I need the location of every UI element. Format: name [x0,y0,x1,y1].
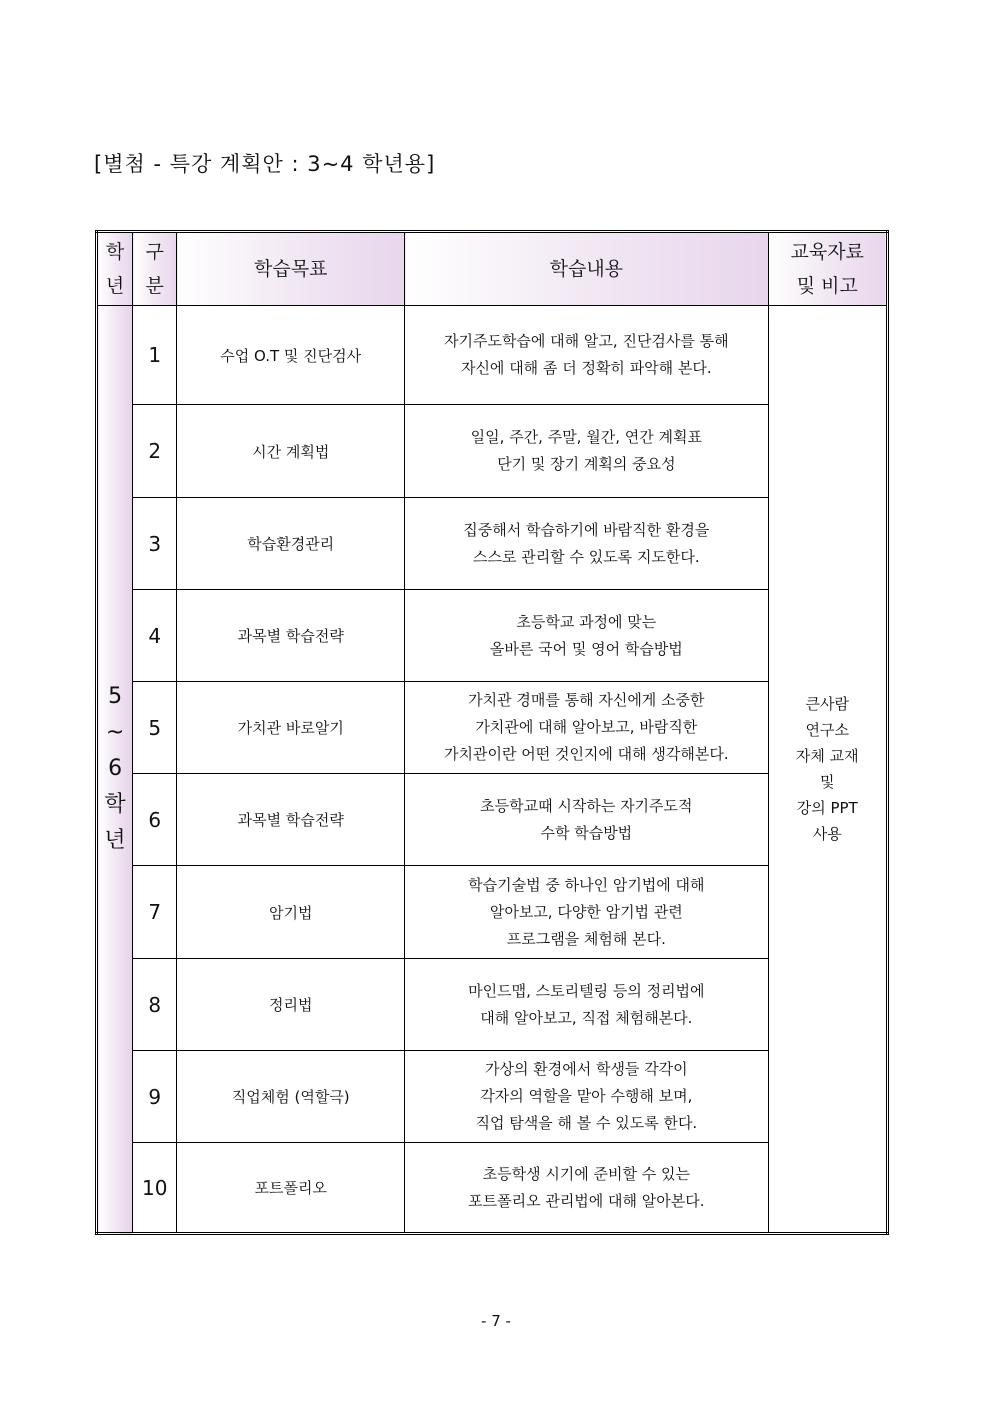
header-content: 학습내용 [405,232,768,306]
learning-goal: 과목별 학습전략 [177,590,405,682]
learning-content-line: 가치관이란 어떤 것인지에 대해 생각해본다. [443,745,729,763]
session-number: 2 [133,405,177,498]
header-grade-line: 년 [105,275,125,297]
header-division-line: 분 [145,275,164,297]
learning-content-line: 초등학생 시기에 준비할 수 있는 [482,1164,691,1183]
materials-note-line: 큰사람 [805,695,849,713]
header-goal: 학습목표 [177,232,405,306]
session-number: 5 [133,682,177,774]
header-grade [97,232,133,306]
session-number: 9 [133,1051,177,1143]
learning-content [405,1143,768,1234]
grade-label-char: 학 [104,792,126,817]
learning-content-line: 학습기술법 중 하나인 암기법에 대해 [468,875,705,894]
grade-cell [97,306,133,1234]
learning-goal: 정리법 [177,959,405,1051]
learning-content-line: 초등학교 과정에 맞는 [516,612,657,631]
learning-content [405,306,768,405]
learning-content-line: 알아보고, 다양한 암기법 관련 [489,902,683,921]
learning-content-line: 초등학교때 시작하는 자기주도적 [480,796,693,815]
learning-content-line: 일일, 주간, 주말, 월간, 연간 계획표 [470,428,702,446]
grade-label-char: 5 [108,684,123,709]
learning-content-line: 단기 및 장기 계획의 중요성 [497,455,676,473]
learning-content [405,959,768,1051]
learning-goal: 학습환경관리 [177,498,405,590]
header-grade-line: 학 [105,241,125,263]
session-number: 3 [133,498,177,590]
learning-content [405,405,768,498]
learning-content-line: 대해 알아보고, 직접 체험해본다. [480,1008,693,1027]
learning-content-line: 올바른 국어 및 영어 학습방법 [489,639,683,658]
learning-content-line: 수학 학습방법 [540,823,633,842]
grade-label-char: 6 [108,756,123,781]
learning-content-line: 자신에 대해 좀 더 정확히 파악해 본다. [460,359,712,377]
session-number: 8 [133,959,177,1051]
learning-goal: 과목별 학습전략 [177,774,405,866]
grade-label-char: ~ [105,720,125,745]
table-row [97,306,888,405]
materials-note-line: 강의 PPT [796,799,858,817]
learning-goal: 직업체험 (역할극) [177,1051,405,1143]
learning-content-line: 각자의 역할을 맡아 수행해 보며, [480,1087,693,1105]
session-number: 7 [133,866,177,959]
learning-content-line: 가치관 경매를 통해 자신에게 소중한 [468,691,705,709]
materials-note-line: 자체 교재 [795,747,859,765]
learning-content [405,498,768,590]
header-division [133,232,177,306]
learning-content [405,774,768,866]
learning-content-line: 포트폴리오 관리법에 대해 알아본다. [468,1191,705,1210]
learning-content-line: 직업 탐색을 해 볼 수 있도록 한다. [475,1114,698,1132]
learning-content-line: 집중해서 학습하기에 바람직한 환경을 [463,520,710,539]
learning-content [405,1051,768,1143]
grade-label-char: 년 [104,828,126,853]
learning-goal: 수업 O.T 및 진단검사 [177,306,405,405]
materials-note-line: 및 [820,773,835,791]
materials-note-line: 연구소 [805,721,849,739]
learning-content [405,590,768,682]
learning-content-line: 스스로 관리할 수 있도록 지도한다. [472,547,700,566]
header-note-line: 및 비고 [796,275,858,297]
learning-content-line: 자기주도학습에 대해 알고, 진단검사를 통해 [443,332,729,350]
session-number: 1 [133,306,177,405]
page-number: - 7 - [481,1312,511,1330]
learning-content-line: 마인드맵, 스토리텔링 등의 정리법에 [468,981,705,1000]
learning-content-line: 프로그램을 체험해 본다. [506,929,666,948]
learning-content [405,866,768,959]
materials-note [768,306,887,1234]
table-header-row [97,232,888,306]
learning-content [405,682,768,774]
learning-content-line: 가치관에 대해 알아보고, 바람직한 [475,718,698,736]
session-number: 6 [133,774,177,866]
learning-goal: 포트폴리오 [177,1143,405,1234]
materials-note-line: 사용 [812,825,842,843]
learning-content-line: 가상의 환경에서 학생들 각각이 [484,1060,688,1078]
header-note-line: 교육자료 [790,241,864,263]
document-title: [별첨 - 특강 계획안 : 3~4 학년용] [94,152,436,176]
learning-goal: 암기법 [177,866,405,959]
lecture-plan-table [95,230,889,1235]
session-number: 10 [133,1143,177,1234]
header-division-line: 구 [145,241,164,263]
header-note [768,232,887,306]
learning-goal: 가치관 바로알기 [177,682,405,774]
session-number: 4 [133,590,177,682]
learning-goal: 시간 계획법 [177,405,405,498]
